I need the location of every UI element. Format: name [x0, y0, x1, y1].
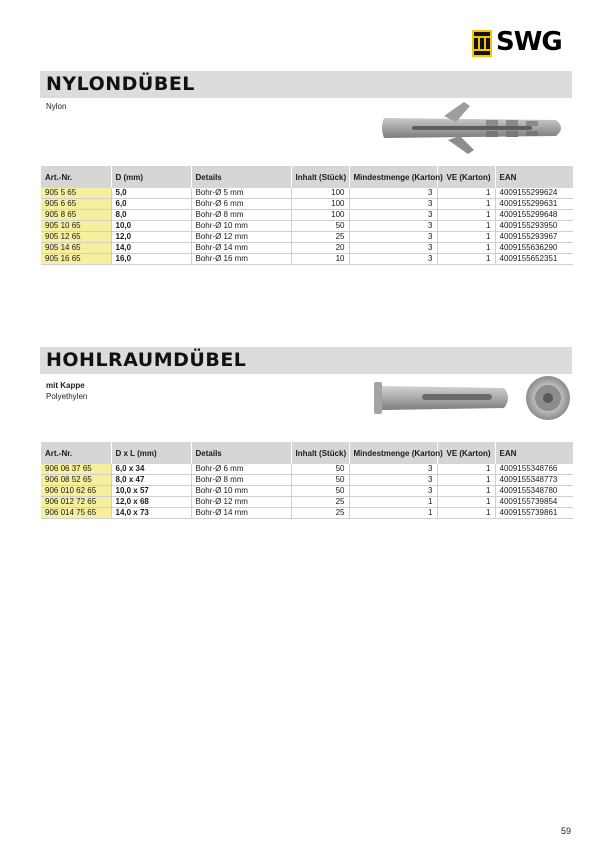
- section-subtitle: Nylon: [46, 102, 67, 111]
- ean-cell: 4009155299631: [495, 199, 573, 210]
- details-cell: Bohr-Ø 12 mm: [191, 497, 291, 508]
- details-cell: Bohr-Ø 6 mm: [191, 199, 291, 210]
- ve-cell: 1: [437, 210, 495, 221]
- art-nr-cell: 905 8 65: [41, 210, 111, 221]
- mindestmenge-cell: 3: [349, 199, 437, 210]
- table-row: [41, 221, 573, 232]
- art-nr-cell: 906 010 62 65: [41, 486, 111, 497]
- mindestmenge-cell: 3: [349, 254, 437, 265]
- details-cell: Bohr-Ø 8 mm: [191, 475, 291, 486]
- col-header-details: Details: [191, 166, 291, 188]
- ve-cell: 1: [437, 243, 495, 254]
- ean-cell: 4009155636290: [495, 243, 573, 254]
- inhalt-cell: 50: [291, 464, 349, 475]
- table-row: [41, 188, 573, 199]
- ve-cell: 1: [437, 232, 495, 243]
- ean-cell: 4009155299648: [495, 210, 573, 221]
- inhalt-cell: 25: [291, 508, 349, 519]
- art-nr-cell: 906 06 37 65: [41, 464, 111, 475]
- section-title: NYLONDÜBEL: [46, 73, 195, 95]
- ve-cell: 1: [437, 254, 495, 265]
- inhalt-cell: 50: [291, 221, 349, 232]
- details-cell: Bohr-Ø 6 mm: [191, 464, 291, 475]
- col-header-art-nr: Art.-Nr.: [41, 166, 111, 188]
- page-number: 59: [561, 826, 572, 836]
- cavity-dowel-table: [41, 442, 573, 519]
- size-cell: 8,0: [111, 210, 191, 221]
- size-cell: 12,0 x 68: [111, 497, 191, 508]
- ean-cell: 4009155652351: [495, 254, 573, 265]
- inhalt-cell: 100: [291, 210, 349, 221]
- inhalt-cell: 25: [291, 232, 349, 243]
- col-header-mindestmenge: Mindestmenge (Karton): [349, 442, 437, 464]
- ve-cell: 1: [437, 508, 495, 519]
- ve-cell: 1: [437, 475, 495, 486]
- ve-cell: 1: [437, 497, 495, 508]
- size-cell: 12,0: [111, 232, 191, 243]
- table-row: [41, 243, 573, 254]
- size-cell: 14,0: [111, 243, 191, 254]
- brand-name: SWG: [496, 27, 562, 57]
- ve-cell: 1: [437, 486, 495, 497]
- section-title: HOHLRAUMDÜBEL: [46, 349, 247, 371]
- ean-cell: 4009155293950: [495, 221, 573, 232]
- table-row: [41, 210, 573, 221]
- ean-cell: 4009155293967: [495, 232, 573, 243]
- art-nr-cell: 905 16 65: [41, 254, 111, 265]
- art-nr-cell: 906 012 72 65: [41, 497, 111, 508]
- inhalt-cell: 25: [291, 497, 349, 508]
- details-cell: Bohr-Ø 12 mm: [191, 232, 291, 243]
- size-cell: 6,0: [111, 199, 191, 210]
- table-header-row: [41, 442, 573, 464]
- col-header-ean: EAN: [495, 166, 573, 188]
- cavity-dowel-image: [372, 374, 572, 422]
- swg-logo-mark-icon: [472, 30, 492, 57]
- table-row: [41, 464, 573, 475]
- details-cell: Bohr-Ø 16 mm: [191, 254, 291, 265]
- size-cell: 14,0 x 73: [111, 508, 191, 519]
- ean-cell: 4009155739861: [495, 508, 573, 519]
- mindestmenge-cell: 3: [349, 232, 437, 243]
- table-row: [41, 199, 573, 210]
- details-cell: Bohr-Ø 14 mm: [191, 243, 291, 254]
- table-row: [41, 486, 573, 497]
- ve-cell: 1: [437, 188, 495, 199]
- size-cell: 8,0 x 47: [111, 475, 191, 486]
- art-nr-cell: 905 5 65: [41, 188, 111, 199]
- ean-cell: 4009155299624: [495, 188, 573, 199]
- size-cell: 10,0 x 57: [111, 486, 191, 497]
- art-nr-cell: 905 14 65: [41, 243, 111, 254]
- col-header-ean: EAN: [495, 442, 573, 464]
- table-row: [41, 232, 573, 243]
- nylon-dowel-table: [41, 166, 573, 265]
- inhalt-cell: 100: [291, 188, 349, 199]
- col-header-ve: VE (Karton): [437, 442, 495, 464]
- inhalt-cell: 100: [291, 199, 349, 210]
- table-row: [41, 475, 573, 486]
- nylon-dowel-image: [376, 100, 572, 156]
- table-header-row: [41, 166, 573, 188]
- inhalt-cell: 50: [291, 486, 349, 497]
- section-subtitle-bold: mit Kappe: [46, 381, 85, 390]
- ean-cell: 4009155348773: [495, 475, 573, 486]
- art-nr-cell: 906 014 75 65: [41, 508, 111, 519]
- section-subtitle: Polyethylen: [46, 392, 88, 401]
- mindestmenge-cell: 3: [349, 243, 437, 254]
- ve-cell: 1: [437, 199, 495, 210]
- mindestmenge-cell: 3: [349, 464, 437, 475]
- ean-cell: 4009155739854: [495, 497, 573, 508]
- art-nr-cell: 905 10 65: [41, 221, 111, 232]
- size-cell: 10,0: [111, 221, 191, 232]
- mindestmenge-cell: 1: [349, 497, 437, 508]
- col-header-ve: VE (Karton): [437, 166, 495, 188]
- size-cell: 16,0: [111, 254, 191, 265]
- col-header-diameter: D (mm): [111, 166, 191, 188]
- swg-logo: [472, 27, 572, 57]
- col-header-inhalt: Inhalt (Stück): [291, 442, 349, 464]
- size-cell: 5,0: [111, 188, 191, 199]
- inhalt-cell: 10: [291, 254, 349, 265]
- art-nr-cell: 905 6 65: [41, 199, 111, 210]
- col-header-mindestmenge: Mindestmenge (Karton): [349, 166, 437, 188]
- size-cell: 6,0 x 34: [111, 464, 191, 475]
- table-row: [41, 508, 573, 519]
- details-cell: Bohr-Ø 10 mm: [191, 486, 291, 497]
- mindestmenge-cell: 1: [349, 508, 437, 519]
- mindestmenge-cell: 3: [349, 475, 437, 486]
- ean-cell: 4009155348780: [495, 486, 573, 497]
- ve-cell: 1: [437, 221, 495, 232]
- art-nr-cell: 905 12 65: [41, 232, 111, 243]
- table-row: [41, 254, 573, 265]
- col-header-art-nr: Art.-Nr.: [41, 442, 111, 464]
- ean-cell: 4009155348766: [495, 464, 573, 475]
- details-cell: Bohr-Ø 8 mm: [191, 210, 291, 221]
- mindestmenge-cell: 3: [349, 210, 437, 221]
- details-cell: Bohr-Ø 14 mm: [191, 508, 291, 519]
- mindestmenge-cell: 3: [349, 486, 437, 497]
- mindestmenge-cell: 3: [349, 188, 437, 199]
- art-nr-cell: 906 08 52 65: [41, 475, 111, 486]
- inhalt-cell: 50: [291, 475, 349, 486]
- ve-cell: 1: [437, 464, 495, 475]
- col-header-inhalt: Inhalt (Stück): [291, 166, 349, 188]
- inhalt-cell: 20: [291, 243, 349, 254]
- details-cell: Bohr-Ø 5 mm: [191, 188, 291, 199]
- table-row: [41, 497, 573, 508]
- col-header-dimensions: D x L (mm): [111, 442, 191, 464]
- col-header-details: Details: [191, 442, 291, 464]
- details-cell: Bohr-Ø 10 mm: [191, 221, 291, 232]
- mindestmenge-cell: 3: [349, 221, 437, 232]
